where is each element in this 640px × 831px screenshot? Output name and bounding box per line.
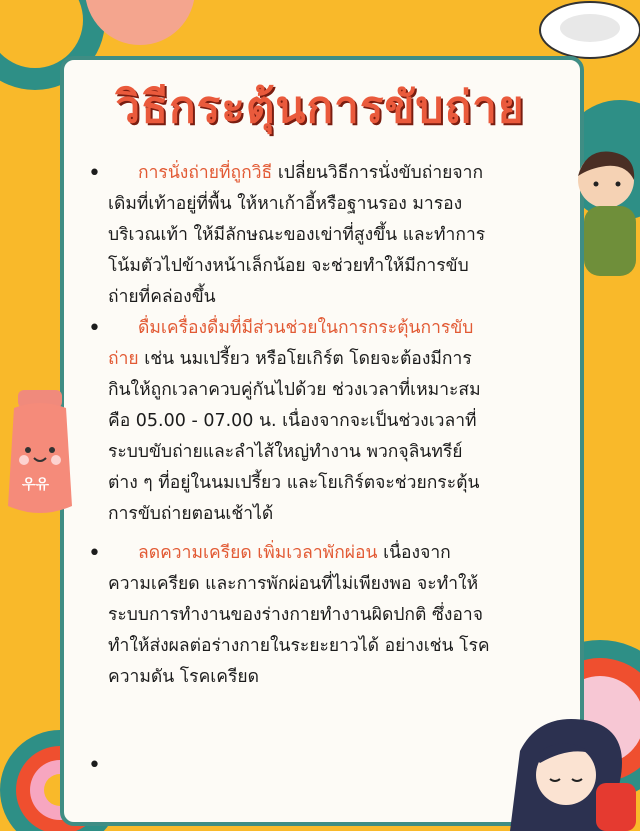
tips-list (90, 158, 572, 693)
empty-bullet: • (88, 753, 101, 778)
page-title: วิธีกระตุ้นการขับถ่าย (115, 82, 525, 133)
milk-bottle-illustration (4, 388, 76, 528)
item-text: เปลี่ยนวิธีการนั่งขับถ่ายจาก (272, 163, 484, 183)
list-item (90, 158, 572, 313)
item-line: ทำให้ส่งผลต่อร่างกายในระยะยาวได้ อย่างเช่น โรค (108, 636, 490, 656)
list-item (90, 313, 572, 530)
girl-illustration (500, 711, 640, 831)
item-line (90, 158, 572, 189)
item-line: ต่าง ๆ ที่อยู่ในนมเปรี้ยว และโยเกิร์ตจะช่วยกระตุ้น (108, 473, 480, 493)
item-line (90, 344, 572, 375)
item-line: ถ่ายที่คล่องขึ้น (108, 287, 216, 307)
item-text: เช่น นมเปรี้ยว หรือโยเกิร์ต โดยจะต้องมีการ (138, 349, 472, 369)
item-line (90, 538, 572, 569)
item-heading-cont: ถ่าย (108, 349, 139, 369)
item-text: เนื่องจาก (377, 543, 451, 563)
boy-illustration (566, 146, 640, 296)
list-item (90, 538, 572, 693)
item-line: บริเวณเท้า ให้มีลักษณะของเข่าที่สูงขึ้น และทำการ (108, 225, 486, 245)
item-line: คือ 05.00 - 07.00 น. เนื่องจากจะเป็นช่วงเวลาที่ (108, 411, 477, 431)
item-heading: ดื่มเครื่องดื่มที่มีส่วนช่วยในการกระตุ้นการขับ (138, 318, 474, 338)
bullet: • (88, 161, 101, 186)
item-line: กินให้ถูกเวลาควบคู่กันไปด้วย ช่วงเวลาที่เหมาะสม (108, 380, 481, 400)
item-line: ระบบการทำงานของร่างกายทำงานผิดปกติ ซึ่งอาจ (108, 605, 483, 625)
item-line: ระบบขับถ่ายและลำไส้ใหญ่ทำงาน พวกจุลินทรีย์ (108, 442, 463, 462)
bullet: • (88, 316, 101, 341)
bullet: • (88, 541, 101, 566)
item-line: ความดัน โรคเครียด (108, 667, 259, 687)
item-line: ความเครียด และการพักผ่อนที่ไม่เพียงพอ จะทำให้ (108, 574, 479, 594)
item-heading: ลดความเครียด เพิ่มเวลาพักผ่อน (138, 543, 378, 563)
milk-label: 우유 (22, 477, 50, 493)
item-line: การขับถ่ายตอนเช้าได้ (108, 504, 274, 524)
item-line: โน้มตัวไปข้างหน้าเล็กน้อย จะช่วยทำให้มีการขับ (108, 256, 469, 276)
item-line: เดิมที่เท้าอยู่ที่พื้น ให้หาเก้าอี้หรือฐานรอง มารอง (108, 194, 463, 214)
item-heading: การนั่งถ่ายที่ถูกวิธี (138, 163, 273, 183)
